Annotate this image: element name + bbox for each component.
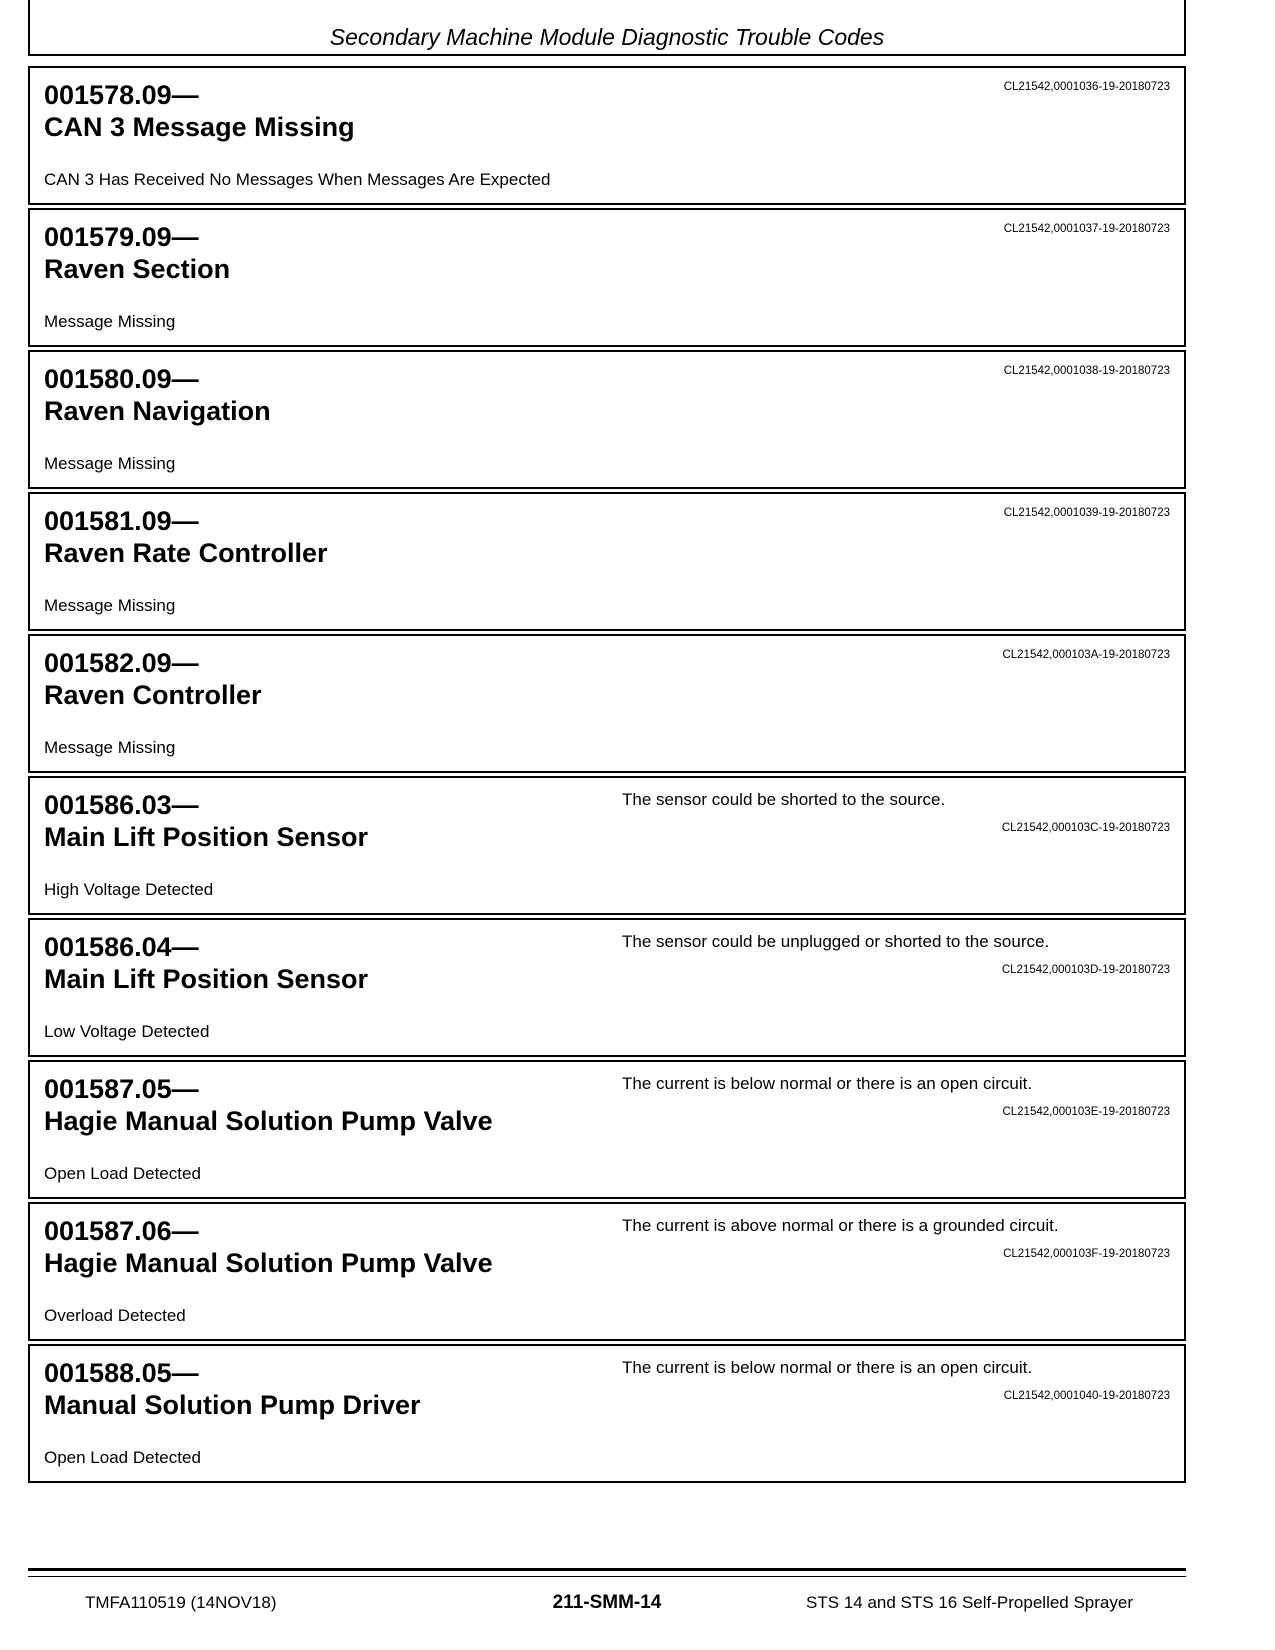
dtc-name: Hagie Manual Solution Pump Valve (44, 1106, 493, 1136)
dtc-name: Main Lift Position Sensor (44, 822, 369, 852)
dtc-name: CAN 3 Message Missing (44, 112, 355, 142)
dtc-description: Message Missing (44, 738, 176, 757)
dtc-code: 001581.09— (44, 506, 199, 536)
dtc-entry (28, 66, 1186, 205)
dtc-reference: CL21542,000103E-19-20180723 (1002, 1106, 1170, 1118)
dtc-entry (28, 1344, 1186, 1483)
dtc-note: The sensor could be shorted to the source. (622, 790, 946, 809)
dtc-reference: CL21542,000103D-19-20180723 (1001, 964, 1170, 976)
dtc-name: Raven Section (44, 254, 231, 284)
dtc-note: The current is above normal or there is a grounded circuit. (622, 1216, 1059, 1235)
dtc-code: 001587.06— (44, 1216, 199, 1246)
dtc-note: The sensor could be unplugged or shorted to the source. (622, 932, 1050, 951)
footer-doc-id: TMFA110519 (14NOV18) (85, 1593, 277, 1612)
dtc-note: The current is below normal or there is an open circuit. (622, 1358, 1033, 1377)
dtc-description: Message Missing (44, 596, 176, 615)
dtc-description: Low Voltage Detected (44, 1022, 210, 1041)
dtc-name: Hagie Manual Solution Pump Valve (44, 1248, 493, 1278)
dtc-note: The current is below normal or there is an open circuit. (622, 1074, 1033, 1093)
dtc-description: Open Load Detected (44, 1164, 201, 1183)
dtc-description: CAN 3 Has Received No Messages When Messages Are Expected (44, 170, 551, 189)
dtc-code: 001582.09— (44, 648, 199, 678)
dtc-description: Open Load Detected (44, 1448, 201, 1467)
dtc-description: Message Missing (44, 454, 176, 473)
dtc-reference: CL21542,000103C-19-20180723 (1001, 822, 1170, 834)
dtc-entry (28, 492, 1186, 631)
dtc-entry (28, 1202, 1186, 1341)
dtc-code: 001587.05— (44, 1074, 199, 1104)
dtc-code: 001586.04— (44, 932, 199, 962)
footer-product: STS 14 and STS 16 Self-Propelled Sprayer (806, 1593, 1133, 1612)
dtc-reference: CL21542,0001038-19-20180723 (1003, 365, 1170, 377)
dtc-name: Manual Solution Pump Driver (44, 1390, 421, 1420)
dtc-reference: CL21542,0001037-19-20180723 (1003, 223, 1170, 235)
section-header (28, 0, 1186, 56)
dtc-name: Main Lift Position Sensor (44, 964, 369, 994)
dtc-reference: CL21542,0001039-19-20180723 (1003, 507, 1170, 519)
dtc-entry (28, 918, 1186, 1057)
footer-page-number: 211-SMM-14 (552, 1592, 662, 1613)
dtc-description: Overload Detected (44, 1306, 186, 1325)
dtc-name: Raven Controller (44, 680, 262, 710)
dtc-code: 001586.03— (44, 790, 199, 820)
dtc-entry (28, 634, 1186, 773)
section-title: Secondary Machine Module Diagnostic Trouble Codes (329, 24, 885, 50)
dtc-entry (28, 208, 1186, 347)
dtc-code: 001588.05— (44, 1358, 199, 1388)
dtc-code: 001579.09— (44, 222, 199, 252)
footer-divider (28, 1568, 1186, 1571)
dtc-description: High Voltage Detected (44, 880, 214, 899)
dtc-reference: CL21542,000103F-19-20180723 (1003, 1248, 1170, 1260)
dtc-code: 001580.09— (44, 364, 199, 394)
dtc-reference: CL21542,0001040-19-20180723 (1003, 1390, 1170, 1402)
dtc-reference: CL21542,000103A-19-20180723 (1002, 649, 1170, 661)
dtc-reference: CL21542,0001036-19-20180723 (1003, 81, 1170, 93)
dtc-entry (28, 350, 1186, 489)
dtc-entry (28, 1060, 1186, 1199)
footer-divider-thin (28, 1576, 1186, 1577)
dtc-name: Raven Navigation (44, 396, 271, 426)
dtc-description: Message Missing (44, 312, 176, 331)
dtc-entry (28, 776, 1186, 915)
dtc-code: 001578.09— (44, 80, 199, 110)
dtc-name: Raven Rate Controller (44, 538, 328, 568)
